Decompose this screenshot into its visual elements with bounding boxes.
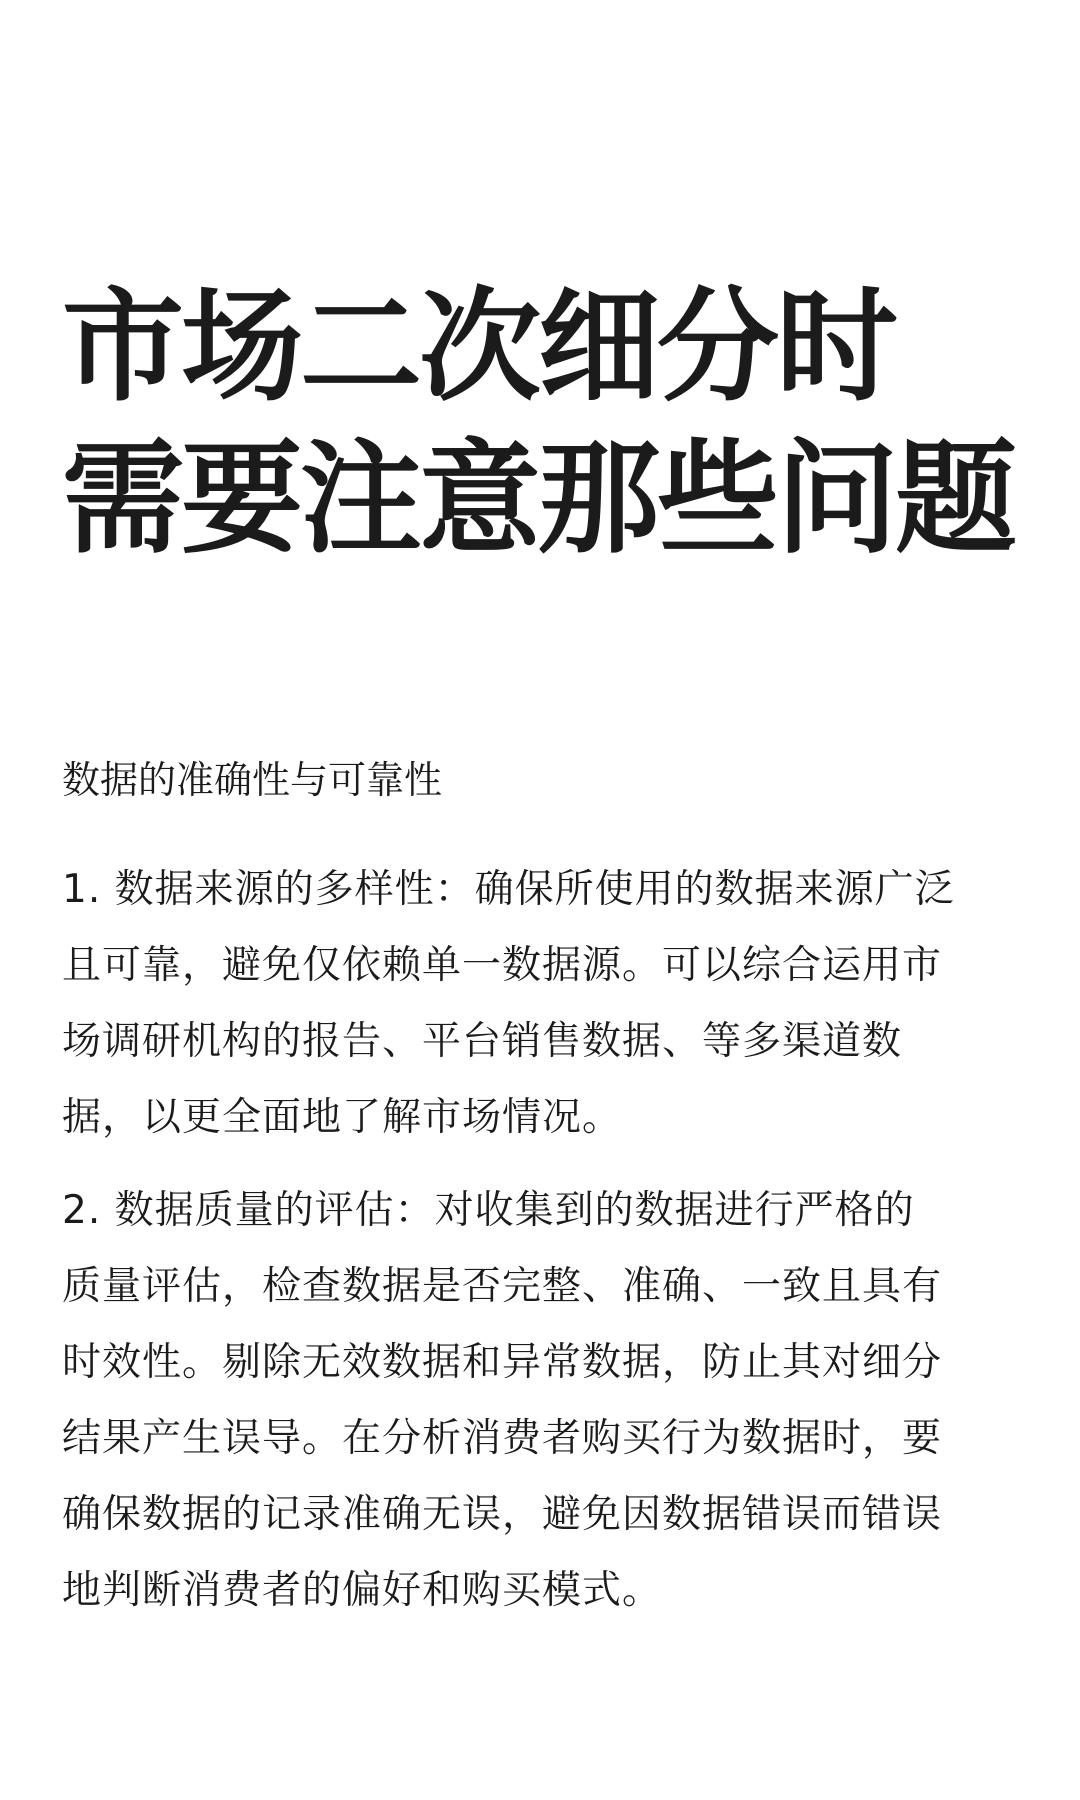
article-body <box>62 852 1022 1646</box>
section-heading: 数据的准确性与可靠性 <box>62 758 443 802</box>
paragraph-line: 地判断消费者的偏好和购买模式。 <box>62 1568 663 1613</box>
paragraph-line: 且可靠，避免仅依赖单一数据源。可以综合运用市 <box>62 943 943 988</box>
title-line-1: 市场二次细分时 <box>62 274 895 418</box>
paragraph-line: 场调研机构的报告、平台销售数据、等多渠道数 <box>62 1019 903 1064</box>
paragraph-line: 确保数据的记录准确无误，避免因数据错误而错误 <box>62 1492 943 1537</box>
paragraph-2 <box>62 1173 1022 1629</box>
paragraph-line: 结果产生误导。在分析消费者购买行为数据时，要 <box>62 1416 943 1461</box>
paragraph-line: 2. 数据质量的评估：对收集到的数据进行严格的 <box>62 1188 915 1233</box>
page-title <box>62 270 1022 574</box>
title-line-2: 需要注意那些问题 <box>62 426 1014 570</box>
paragraph-line: 1. 数据来源的多样性：确保所使用的数据来源广泛 <box>62 867 955 912</box>
paragraph-line: 据，以更全面地了解市场情况。 <box>62 1095 623 1140</box>
paragraph-line: 质量评估，检查数据是否完整、准确、一致且具有 <box>62 1264 943 1309</box>
paragraph-1 <box>62 852 1022 1156</box>
paragraph-line: 时效性。剔除无效数据和异常数据，防止其对细分 <box>62 1340 943 1385</box>
